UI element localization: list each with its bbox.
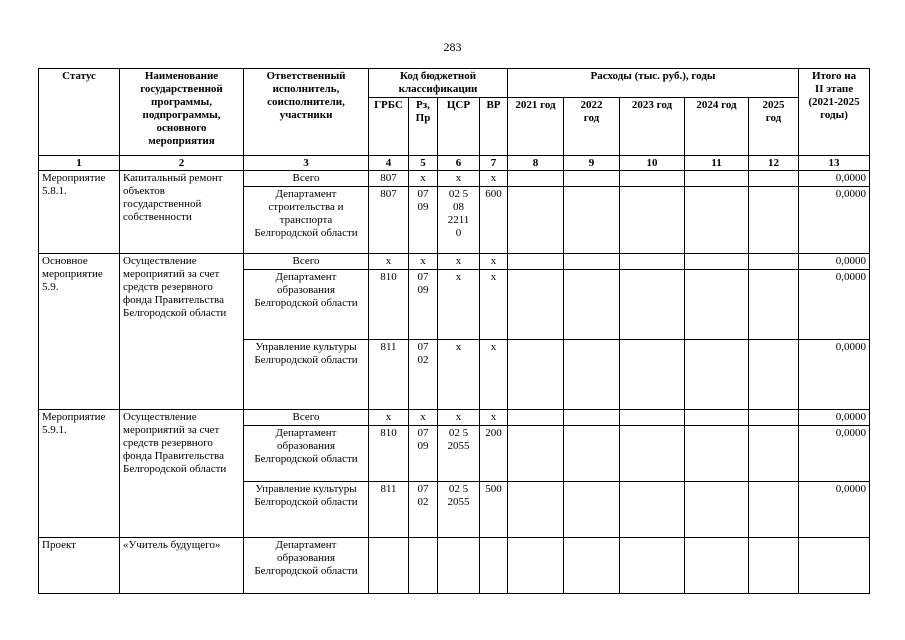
grbs-cell: 807	[369, 187, 409, 254]
vr-cell: 200	[480, 426, 508, 482]
total-cell: 0,0000	[799, 340, 870, 410]
rzpr-cell	[409, 538, 438, 594]
expense-cell	[620, 171, 685, 187]
expense-cell	[620, 538, 685, 594]
column-number-row	[39, 156, 870, 171]
column-number: 9	[564, 156, 620, 171]
responsible-cell: Управление культуры Белгородской области	[244, 482, 369, 538]
expense-cell	[685, 340, 749, 410]
header-expenses: Расходы (тыс. руб.), годы	[508, 69, 799, 98]
rzpr-cell: х	[409, 410, 438, 426]
vr-cell	[480, 538, 508, 594]
program-name-cell: Осуществление мероприятий за счет средств резервного фонда Правительства Белгородской области	[120, 410, 244, 538]
responsible-cell: Управление культуры Белгородской области	[244, 340, 369, 410]
header-total: Итого на II этапе (2021-2025 годы)	[799, 69, 870, 156]
vr-cell: х	[480, 270, 508, 340]
grbs-cell: 810	[369, 270, 409, 340]
program-name-cell: Капитальный ремонт объектов государственной собственности	[120, 171, 244, 254]
expense-cell	[620, 410, 685, 426]
csr-cell	[438, 538, 480, 594]
expense-cell	[564, 410, 620, 426]
column-number: 5	[409, 156, 438, 171]
grbs-cell	[369, 538, 409, 594]
expense-cell	[508, 340, 564, 410]
responsible-cell: Всего	[244, 254, 369, 270]
expense-cell	[564, 340, 620, 410]
column-number: 10	[620, 156, 685, 171]
expense-cell	[508, 426, 564, 482]
rzpr-cell: 07 09	[409, 187, 438, 254]
rzpr-cell: 07 02	[409, 482, 438, 538]
expense-cell	[749, 171, 799, 187]
header-responsible: Ответственный исполнитель, соисполнители, участники	[244, 69, 369, 156]
responsible-cell: Всего	[244, 171, 369, 187]
status-cell: Мероприятие 5.9.1.	[39, 410, 120, 538]
column-number: 1	[39, 156, 120, 171]
expense-cell	[685, 426, 749, 482]
csr-cell: 02 5 08 2211 0	[438, 187, 480, 254]
expense-cell	[620, 187, 685, 254]
total-cell: 0,0000	[799, 410, 870, 426]
table-row	[39, 410, 870, 426]
expense-cell	[564, 482, 620, 538]
total-cell: 0,0000	[799, 270, 870, 340]
column-number: 12	[749, 156, 799, 171]
table-row	[39, 171, 870, 187]
total-cell	[799, 538, 870, 594]
grbs-cell: х	[369, 254, 409, 270]
expense-cell	[508, 410, 564, 426]
vr-cell: х	[480, 254, 508, 270]
responsible-cell: Департамент образования Белгородской области	[244, 426, 369, 482]
status-cell: Основное мероприятие 5.9.	[39, 254, 120, 410]
vr-cell: х	[480, 340, 508, 410]
csr-cell: х	[438, 270, 480, 340]
expense-cell	[508, 171, 564, 187]
program-name-cell: Осуществление мероприятий за счет средств резервного фонда Правительства Белгородской области	[120, 254, 244, 410]
table-row	[39, 254, 870, 270]
column-number: 7	[480, 156, 508, 171]
expense-cell	[620, 254, 685, 270]
expense-cell	[564, 171, 620, 187]
column-number: 8	[508, 156, 564, 171]
csr-cell: х	[438, 171, 480, 187]
expense-cell	[620, 270, 685, 340]
total-cell: 0,0000	[799, 171, 870, 187]
header-name: Наименование государственной программы, подпрограммы, основного мероприятия	[120, 69, 244, 156]
expense-cell	[685, 270, 749, 340]
rzpr-cell: 07 09	[409, 426, 438, 482]
total-cell: 0,0000	[799, 254, 870, 270]
status-cell: Проект	[39, 538, 120, 594]
expense-cell	[685, 187, 749, 254]
grbs-cell: 810	[369, 426, 409, 482]
csr-cell: х	[438, 340, 480, 410]
column-number: 13	[799, 156, 870, 171]
expense-cell	[685, 171, 749, 187]
responsible-cell: Департамент образования Белгородской области	[244, 538, 369, 594]
expense-cell	[749, 340, 799, 410]
header-2024: 2024 год	[685, 98, 749, 156]
expense-cell	[508, 187, 564, 254]
vr-cell: х	[480, 410, 508, 426]
expense-cell	[620, 340, 685, 410]
rzpr-cell: 07 02	[409, 340, 438, 410]
vr-cell: х	[480, 171, 508, 187]
expense-cell	[749, 270, 799, 340]
column-number: 4	[369, 156, 409, 171]
expense-cell	[685, 410, 749, 426]
header-rzpr: Рз, Пр	[409, 98, 438, 156]
total-cell: 0,0000	[799, 482, 870, 538]
expense-cell	[564, 254, 620, 270]
header-grbs: ГРБС	[369, 98, 409, 156]
expense-cell	[620, 426, 685, 482]
expense-cell	[685, 254, 749, 270]
expense-cell	[749, 410, 799, 426]
responsible-cell: Департамент строительства и транспорта Белгородской области	[244, 187, 369, 254]
expense-cell	[508, 254, 564, 270]
expense-cell	[564, 270, 620, 340]
header-vr: ВР	[480, 98, 508, 156]
csr-cell: х	[438, 410, 480, 426]
vr-cell: 600	[480, 187, 508, 254]
table-row	[39, 538, 870, 594]
expense-cell	[749, 482, 799, 538]
expense-cell	[685, 482, 749, 538]
responsible-cell: Департамент образования Белгородской области	[244, 270, 369, 340]
expense-cell	[749, 538, 799, 594]
expense-cell	[749, 426, 799, 482]
expense-cell	[620, 482, 685, 538]
grbs-cell: х	[369, 410, 409, 426]
status-cell: Мероприятие 5.8.1.	[39, 171, 120, 254]
header-2025: 2025 год	[749, 98, 799, 156]
csr-cell: 02 5 2055	[438, 426, 480, 482]
expense-cell	[749, 254, 799, 270]
csr-cell: х	[438, 254, 480, 270]
expense-cell	[564, 538, 620, 594]
expense-cell	[508, 538, 564, 594]
expense-cell	[685, 538, 749, 594]
column-number: 3	[244, 156, 369, 171]
header-2021: 2021 год	[508, 98, 564, 156]
expense-cell	[508, 270, 564, 340]
header-2023: 2023 год	[620, 98, 685, 156]
budget-table	[38, 68, 870, 594]
responsible-cell: Всего	[244, 410, 369, 426]
page-number: 283	[443, 40, 462, 54]
vr-cell: 500	[480, 482, 508, 538]
rzpr-cell: х	[409, 171, 438, 187]
header-budget-code: Код бюджетной классификации	[369, 69, 508, 98]
column-number: 11	[685, 156, 749, 171]
rzpr-cell: х	[409, 254, 438, 270]
expense-cell	[508, 482, 564, 538]
header-2022: 2022 год	[564, 98, 620, 156]
column-number: 2	[120, 156, 244, 171]
total-cell: 0,0000	[799, 187, 870, 254]
header-csr: ЦСР	[438, 98, 480, 156]
column-number: 6	[438, 156, 480, 171]
rzpr-cell: 07 09	[409, 270, 438, 340]
grbs-cell: 811	[369, 340, 409, 410]
total-cell: 0,0000	[799, 426, 870, 482]
csr-cell: 02 5 2055	[438, 482, 480, 538]
header-status: Статус	[39, 69, 120, 156]
program-name-cell: «Учитель будущего»	[120, 538, 244, 594]
expense-cell	[564, 426, 620, 482]
expense-cell	[564, 187, 620, 254]
grbs-cell: 807	[369, 171, 409, 187]
expense-cell	[749, 187, 799, 254]
grbs-cell: 811	[369, 482, 409, 538]
